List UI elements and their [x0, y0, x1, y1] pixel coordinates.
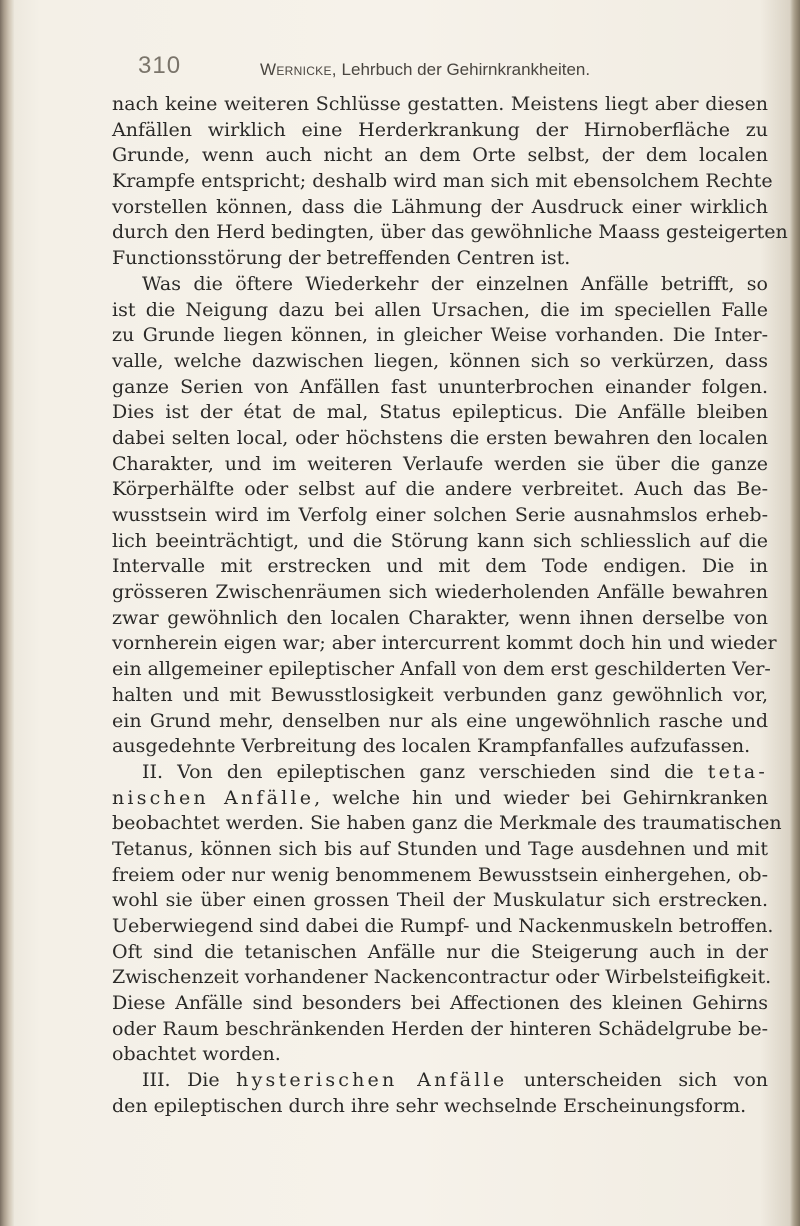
text-line: ein Grund mehr, denselben nur als eine ungewöhnlich rasche und	[112, 709, 768, 732]
text-line: Krampfe entspricht; deshalb wird man sich mit ebensolchem Rechte	[112, 170, 773, 193]
section-3-term: hysterischen Anfälle	[236, 1069, 508, 1092]
page-outer-edge	[790, 0, 800, 1226]
section-2-heading-line	[112, 760, 768, 786]
text-line: den epileptischen durch ihre sehr wechselnde Erscheinungsform.	[112, 1094, 747, 1117]
text-line: Dies ist der état de mal, Status epilepticus. Die Anfälle bleiben	[112, 401, 768, 424]
running-head-title: Lehrbuch der Gehirnkrankheiten.	[341, 60, 591, 79]
text-line: dabei selten local, oder höchstens die ersten bewahren den localen	[112, 426, 768, 449]
text-line: lich beeinträchtigt, und die Störung kann sich schliesslich auf die	[112, 529, 768, 552]
text-line: Körperhälfte oder selbst auf die andere verbreitet. Auch das Be-	[112, 478, 768, 501]
section-2-lead: II. Von den epileptischen ganz verschieden sind die	[142, 760, 694, 783]
text-line: wusstsein wird im Verfolg einer solchen Serie ausnahmslos erheb-	[112, 504, 768, 526]
section-3-heading-line	[112, 1068, 768, 1094]
text-line: zu Grunde liegen können, in gleicher Weise vorhanden. Die Inter-	[112, 324, 768, 347]
text-line: obachtet worden.	[112, 1043, 281, 1066]
text-line: vornherein eigen war; aber intercurrent kommt doch hin und wieder	[112, 632, 777, 655]
text-line: vorstellen können, dass die Lähmung der Ausdruck einer wirklich	[112, 195, 768, 218]
text-line: Zwischenzeit vorhandener Nackencontractur oder Wirbelsteifigkeit.	[112, 966, 772, 989]
text-line: ein allgemeiner epileptischer Anfall von dem erst geschilderten Ver-	[112, 658, 771, 681]
page-binding-edge	[0, 0, 14, 1226]
section-2-rest: , welche hin und wieder bei Gehirnkranken	[314, 786, 768, 809]
text-line: ist die Neigung dazu bei allen Ursachen, die im speciellen Falle	[112, 298, 768, 321]
text-line: zwar gewöhnlich den localen Charakter, wenn ihnen derselbe von	[112, 606, 768, 629]
text-line: Grunde, wenn auch nicht an dem Orte selbst, der dem localen	[112, 144, 768, 167]
text-line: wohl sie über einen grossen Theil der Muskulatur sich erstrecken.	[112, 889, 768, 912]
page-header	[140, 52, 760, 86]
body-text	[112, 92, 788, 1120]
section-2-term: teta-	[707, 760, 768, 783]
text-line: Charakter, und im weiteren Verlaufe werden sie über die ganze	[112, 452, 768, 475]
section-3-lead: III. Die	[142, 1069, 220, 1092]
section-2-line	[112, 786, 768, 812]
text-line: grösseren Zwischenräumen sich wiederholenden Anfälle bewahren	[112, 581, 768, 604]
running-head-author: Wernicke,	[260, 60, 337, 79]
text-line: Tetanus, können sich bis auf Stunden und Tage ausdehnen und mit	[112, 837, 768, 860]
text-line: nach keine weiteren Schlüsse gestatten. Meistens liegt aber diesen	[112, 93, 768, 115]
page-number: 310	[138, 52, 182, 79]
text-line: Was die öftere Wiederkehr der einzelnen Anfälle betrifft, so	[142, 272, 768, 295]
text-line: durch den Herd bedingten, über das gewöhnliche Maass gesteigerten	[112, 221, 788, 244]
text-line: ausgedehnte Verbreitung des localen Krampfanfalles aufzufassen.	[112, 735, 751, 758]
text-line: Oft sind die tetanischen Anfälle nur die Steigerung auch in der	[112, 940, 768, 963]
text-line: halten und mit Bewusstlosigkeit verbunden ganz gewöhnlich vor,	[112, 683, 768, 706]
section-3-rest: unterscheiden sich von	[523, 1069, 768, 1092]
text-line: Ueberwiegend sind dabei die Rumpf- und Nackenmuskeln betroffen.	[112, 915, 774, 937]
text-line: beobachtet werden. Sie haben ganz die Merkmale des traumatischen	[112, 812, 782, 835]
text-line: Anfällen wirklich eine Herderkrankung der Hirnoberfläche zu	[112, 118, 768, 141]
text-line: freiem oder nur wenig benommenem Bewusstsein einhergehen, ob-	[112, 863, 768, 886]
running-head	[260, 60, 590, 80]
text-line: Intervalle mit erstrecken und mit dem Tode endigen. Die in	[112, 555, 768, 578]
text-line: Diese Anfälle sind besonders bei Affectionen des kleinen Gehirns	[112, 992, 768, 1015]
text-line: ganze Serien von Anfällen fast ununterbrochen einander folgen.	[112, 375, 768, 398]
section-2-term-cont: nischen Anfälle	[112, 786, 315, 809]
text-line: valle, welche dazwischen liegen, können sich so verkürzen, dass	[112, 349, 768, 372]
text-line: oder Raum beschränkenden Herden der hinteren Schädelgrube be-	[112, 1017, 768, 1040]
text-line: Functionsstörung der betreffenden Centren ist.	[112, 247, 571, 270]
